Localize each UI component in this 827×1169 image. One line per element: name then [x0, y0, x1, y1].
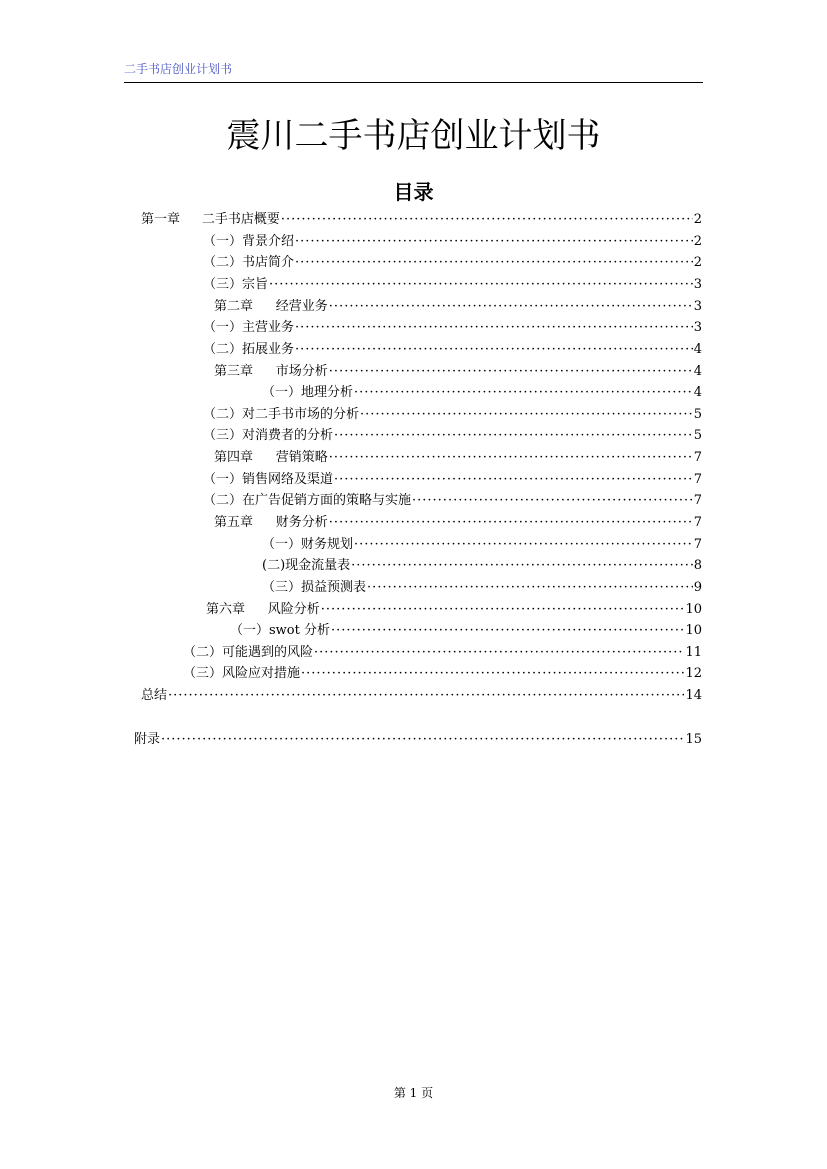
toc-dot-leader [314, 642, 684, 664]
toc-entry[interactable] [214, 512, 702, 534]
toc-page-number: 3 [693, 299, 702, 314]
toc-entry-title: 财务分析 [275, 515, 328, 530]
toc-entry[interactable] [203, 274, 702, 296]
toc-page-number: 14 [685, 688, 702, 703]
toc-page-number: 5 [693, 407, 702, 422]
toc-dot-leader [412, 490, 693, 512]
toc-entry[interactable] [203, 404, 702, 426]
toc-entry-label: （一）财务规划 [262, 537, 354, 552]
toc-entry[interactable] [203, 490, 702, 512]
toc-page-number: 7 [693, 450, 702, 465]
toc-dot-leader [329, 296, 693, 318]
toc-dot-leader [295, 339, 693, 361]
toc-entry-title: 经营业务 [275, 299, 328, 314]
toc-dot-leader [301, 663, 684, 685]
toc-page-number: 9 [693, 580, 702, 595]
toc-page-number: 8 [693, 558, 702, 573]
toc-dot-leader [161, 729, 684, 751]
toc-dot-leader [295, 317, 693, 339]
toc-dot-leader [354, 534, 693, 556]
toc-entry-label: 第四章 [214, 450, 254, 465]
toc-entry-label: （一）主营业务 [203, 320, 295, 335]
toc-dot-leader [168, 685, 684, 707]
toc-page-number: 15 [685, 732, 702, 747]
toc-page-number: 3 [693, 277, 702, 292]
toc-dot-leader [334, 425, 693, 447]
toc-entry-label: （二）拓展业务 [203, 342, 295, 357]
toc-page-number: 2 [693, 255, 702, 270]
toc-page-number: 7 [693, 472, 702, 487]
toc-page-number: 4 [693, 364, 702, 379]
toc-entry[interactable] [262, 555, 702, 577]
toc-page-number: 10 [685, 623, 702, 638]
toc-entry[interactable] [206, 599, 702, 621]
toc-page-number: 11 [685, 645, 702, 660]
toc-page-number: 4 [693, 342, 702, 357]
document-title: 震川二手书店创业计划书 [226, 116, 601, 156]
toc-entry-label: （二）可能遇到的风险 [183, 645, 314, 660]
toc-entry[interactable] [230, 620, 702, 642]
toc-entry-label: (二)现金流量表 [262, 558, 351, 573]
toc-entry-label: （一）销售网络及渠道 [203, 472, 334, 487]
toc-entry-label: （三）宗旨 [203, 277, 269, 292]
toc-entry-label: （二）在广告促销方面的策略与实施 [203, 493, 412, 508]
toc-entry-label: （一）swot 分析 [230, 623, 330, 638]
toc-entry[interactable] [183, 642, 702, 664]
toc-entry-title: 市场分析 [275, 364, 328, 379]
toc-page-number: 12 [685, 666, 702, 681]
toc-dot-leader [281, 209, 693, 231]
toc-dot-leader [329, 361, 693, 383]
toc-entry-title: 风险分析 [267, 602, 320, 617]
toc-page-number: 3 [693, 320, 702, 335]
toc-entry-label: （一）背景介绍 [203, 234, 295, 249]
toc-entry[interactable] [214, 361, 702, 383]
toc-page-number: 7 [693, 493, 702, 508]
header-rule [124, 82, 703, 83]
toc-entry[interactable] [262, 577, 702, 599]
toc-dot-leader [295, 231, 693, 253]
toc-entry-title: 营销策略 [275, 450, 328, 465]
toc-entry-label: （三）对消费者的分析 [203, 428, 334, 443]
toc-entry-label: 第五章 [214, 515, 254, 530]
page-number: 第 1 页 [393, 1086, 434, 1100]
toc-entry-label: 第六章 [206, 602, 246, 617]
toc-dot-leader [329, 447, 693, 469]
toc-entry[interactable] [214, 296, 702, 318]
toc-dot-leader [331, 620, 684, 642]
toc-page-number: 2 [693, 234, 702, 249]
toc-entry[interactable] [203, 339, 702, 361]
toc-dot-leader [321, 599, 685, 621]
toc-entry[interactable] [141, 209, 702, 231]
toc-entry[interactable] [203, 231, 702, 253]
toc-page-number: 7 [693, 515, 702, 530]
toc-page-number: 7 [693, 537, 702, 552]
toc-dot-leader [269, 274, 693, 296]
toc-entry-label: （一）地理分析 [262, 385, 354, 400]
toc-entry-label: （三）风险应对措施 [183, 666, 301, 681]
toc-entry[interactable] [214, 447, 702, 469]
toc-entry[interactable] [203, 469, 702, 491]
toc-heading: 目录 [393, 180, 434, 204]
toc-entry-label: 第三章 [214, 364, 254, 379]
toc-entry-title: 二手书店概要 [201, 212, 280, 227]
toc-entry-label: （二）书店简介 [203, 255, 295, 270]
toc-dot-leader [367, 577, 693, 599]
toc-page-number: 5 [693, 428, 702, 443]
toc-entry-label: 总结 [141, 688, 168, 703]
toc-entry[interactable] [262, 534, 702, 556]
toc-entry-label: （三）损益预测表 [262, 580, 367, 595]
toc-dot-leader [354, 382, 693, 404]
toc-entry[interactable] [183, 663, 702, 685]
toc-entry[interactable] [141, 685, 702, 707]
toc-dot-leader [334, 469, 693, 491]
toc-entry-label: （二）对二手书市场的分析 [203, 407, 360, 422]
toc-entry[interactable] [203, 252, 702, 274]
toc-dot-leader [295, 252, 693, 274]
toc-dot-leader [351, 555, 693, 577]
running-header: 二手书店创业计划书 [124, 62, 233, 76]
toc-page-number: 2 [693, 212, 702, 227]
toc-entry-label: 附录 [134, 732, 161, 747]
toc-entry-label: 第二章 [214, 299, 254, 314]
toc-dot-leader [329, 512, 693, 534]
toc-entry[interactable] [134, 729, 702, 751]
toc-page-number: 4 [693, 385, 702, 400]
toc-entry-label: 第一章 [141, 212, 181, 227]
toc-page-number: 10 [685, 602, 702, 617]
toc-entry[interactable] [262, 382, 702, 404]
toc-dot-leader [360, 404, 693, 426]
toc-entry[interactable] [203, 317, 702, 339]
toc-entry[interactable] [203, 425, 702, 447]
